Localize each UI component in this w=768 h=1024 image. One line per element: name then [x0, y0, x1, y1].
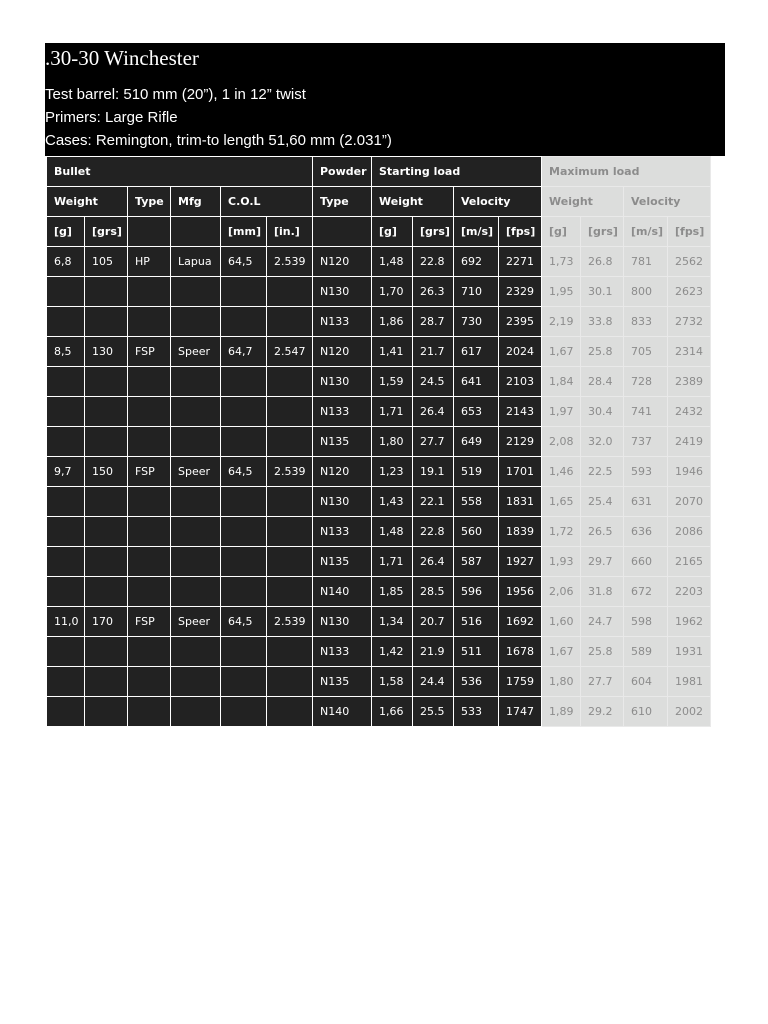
bullet-weight-grs-cell [85, 547, 128, 577]
max-velocity-fps-cell: 2389 [668, 367, 711, 397]
max-weight-g-cell: 1,97 [542, 397, 581, 427]
col-in-cell [267, 427, 313, 457]
max-weight-g-cell: 1,80 [542, 667, 581, 697]
table-row [47, 367, 711, 397]
start-velocity-fps-cell: 1692 [499, 607, 542, 637]
powder-type-header: Type [313, 187, 372, 217]
powder-type-cell: N135 [313, 547, 372, 577]
start-weight-g-cell: 1,42 [372, 637, 413, 667]
powder-type-cell: N135 [313, 667, 372, 697]
start-weight-grs-cell: 21.9 [413, 637, 454, 667]
start-velocity-fps-cell: 2024 [499, 337, 542, 367]
start-velocity-ms-cell: 730 [454, 307, 499, 337]
bullet-type-cell: FSP [128, 607, 171, 637]
bullet-type-cell [128, 667, 171, 697]
max-weight-g-cell: 1,93 [542, 547, 581, 577]
bullet-weight-grs-cell [85, 637, 128, 667]
bullet-type-cell: FSP [128, 457, 171, 487]
max-velocity-fps-cell: 2070 [668, 487, 711, 517]
start-velocity-ms-cell: 519 [454, 457, 499, 487]
max-velocity-ms-cell: 705 [624, 337, 668, 367]
max-velocity-header: Velocity [624, 187, 711, 217]
max-velocity-fps-cell: 2732 [668, 307, 711, 337]
page-title: .30-30 Winchester [45, 46, 199, 70]
max-weight-grs-cell: 26.5 [581, 517, 624, 547]
max-velocity-ms-cell: 589 [624, 637, 668, 667]
powder-type-cell: N130 [313, 487, 372, 517]
start-weight-grs-cell: 26.4 [413, 547, 454, 577]
max-velocity-ms-cell: 800 [624, 277, 668, 307]
start-velocity-fps-cell: 1839 [499, 517, 542, 547]
start-velocity-fps-cell: 1701 [499, 457, 542, 487]
unit-empty [128, 217, 171, 247]
bullet-type-cell [128, 427, 171, 457]
bullet-mfg-cell [171, 307, 221, 337]
bullet-mfg-cell [171, 697, 221, 727]
col-in-cell: 2.539 [267, 607, 313, 637]
start-weight-g-cell: 1,41 [372, 337, 413, 367]
max-weight-grs-cell: 31.8 [581, 577, 624, 607]
max-velocity-fps-cell: 2314 [668, 337, 711, 367]
col-in-cell [267, 397, 313, 427]
table-row [47, 547, 711, 577]
table-row [47, 247, 711, 277]
start-weight-grs-cell: 26.3 [413, 277, 454, 307]
start-velocity-header: Velocity [454, 187, 542, 217]
max-weight-g-cell: 1,67 [542, 637, 581, 667]
bullet-weight-g-cell [47, 307, 85, 337]
col-in-cell: 2.539 [267, 247, 313, 277]
start-velocity-fps-cell: 1759 [499, 667, 542, 697]
start-weight-g-cell: 1,80 [372, 427, 413, 457]
start-weight-grs-cell: 26.4 [413, 397, 454, 427]
group-header-row [47, 157, 711, 187]
bullet-type-cell [128, 307, 171, 337]
start-velocity-ms-cell: 649 [454, 427, 499, 457]
start-velocity-fps-cell: 1927 [499, 547, 542, 577]
max-weight-grs-cell: 22.5 [581, 457, 624, 487]
sub-header-row [47, 187, 711, 217]
unit-mm: [mm] [221, 217, 267, 247]
start-velocity-fps-cell: 1956 [499, 577, 542, 607]
max-velocity-ms-cell: 660 [624, 547, 668, 577]
start-weight-grs-cell: 22.8 [413, 517, 454, 547]
bullet-weight-g-cell [47, 697, 85, 727]
max-weight-grs-cell: 25.4 [581, 487, 624, 517]
start-velocity-fps-cell: 2103 [499, 367, 542, 397]
bullet-mfg-cell [171, 547, 221, 577]
start-weight-g-cell: 1,86 [372, 307, 413, 337]
max-weight-grs-cell: 32.0 [581, 427, 624, 457]
start-weight-g-cell: 1,58 [372, 667, 413, 697]
col-mm-cell: 64,7 [221, 337, 267, 367]
max-velocity-ms-cell: 741 [624, 397, 668, 427]
units-row [47, 217, 711, 247]
bullet-type-cell [128, 367, 171, 397]
bullet-weight-grs-cell [85, 427, 128, 457]
start-velocity-fps-cell: 2271 [499, 247, 542, 277]
powder-type-cell: N120 [313, 337, 372, 367]
unit-max-g: [g] [542, 217, 581, 247]
bullet-weight-g-cell [47, 277, 85, 307]
start-velocity-ms-cell: 560 [454, 517, 499, 547]
table-row [47, 577, 711, 607]
bullet-weight-grs-cell [85, 367, 128, 397]
starting-load-header: Starting load [372, 157, 542, 187]
bullet-weight-grs-cell: 170 [85, 607, 128, 637]
max-weight-g-cell: 1,95 [542, 277, 581, 307]
col-mm-cell: 64,5 [221, 247, 267, 277]
powder-type-cell: N135 [313, 427, 372, 457]
start-velocity-ms-cell: 536 [454, 667, 499, 697]
bullet-weight-g-cell: 8,5 [47, 337, 85, 367]
start-velocity-ms-cell: 516 [454, 607, 499, 637]
start-weight-grs-cell: 24.4 [413, 667, 454, 697]
unit-start-grs: [grs] [413, 217, 454, 247]
col-in-cell [267, 517, 313, 547]
powder-type-cell: N140 [313, 577, 372, 607]
col-mm-cell: 64,5 [221, 607, 267, 637]
bullet-type-cell [128, 577, 171, 607]
unit-start-ms: [m/s] [454, 217, 499, 247]
table-row [47, 667, 711, 697]
max-weight-grs-cell: 33.8 [581, 307, 624, 337]
bullet-mfg-cell [171, 577, 221, 607]
max-weight-g-cell: 1,89 [542, 697, 581, 727]
barrel-info: Test barrel: 510 mm (20”), 1 in 12” twist [45, 86, 306, 103]
max-weight-grs-cell: 30.4 [581, 397, 624, 427]
max-weight-grs-cell: 25.8 [581, 337, 624, 367]
max-velocity-ms-cell: 631 [624, 487, 668, 517]
start-weight-grs-cell: 20.7 [413, 607, 454, 637]
start-velocity-ms-cell: 710 [454, 277, 499, 307]
start-weight-grs-cell: 24.5 [413, 367, 454, 397]
max-velocity-fps-cell: 1981 [668, 667, 711, 697]
max-velocity-fps-cell: 2419 [668, 427, 711, 457]
start-weight-g-cell: 1,43 [372, 487, 413, 517]
start-velocity-ms-cell: 641 [454, 367, 499, 397]
col-in-cell [267, 487, 313, 517]
col-in-cell [267, 547, 313, 577]
start-weight-header: Weight [372, 187, 454, 217]
powder-type-cell: N133 [313, 397, 372, 427]
col-header: C.O.L [221, 187, 313, 217]
start-weight-g-cell: 1,59 [372, 367, 413, 397]
bullet-mfg-header: Mfg [171, 187, 221, 217]
max-weight-grs-cell: 28.4 [581, 367, 624, 397]
powder-type-cell: N140 [313, 697, 372, 727]
unit-max-fps: [fps] [668, 217, 711, 247]
table-row [47, 697, 711, 727]
powder-type-cell: N120 [313, 247, 372, 277]
bullet-weight-header: Weight [47, 187, 128, 217]
bullet-weight-g-cell [47, 547, 85, 577]
max-weight-grs-cell: 29.2 [581, 697, 624, 727]
table-row [47, 277, 711, 307]
bullet-type-cell [128, 487, 171, 517]
powder-type-cell: N133 [313, 637, 372, 667]
cases-info: Cases: Remington, trim-to length 51,60 mm (2.031”) [45, 132, 392, 149]
max-weight-g-cell: 1,65 [542, 487, 581, 517]
bullet-mfg-cell [171, 277, 221, 307]
max-velocity-fps-cell: 2002 [668, 697, 711, 727]
max-weight-grs-cell: 29.7 [581, 547, 624, 577]
max-velocity-ms-cell: 636 [624, 517, 668, 547]
bullet-mfg-cell [171, 517, 221, 547]
table-row [47, 517, 711, 547]
bullet-weight-grs-cell [85, 577, 128, 607]
col-mm-cell [221, 667, 267, 697]
start-velocity-fps-cell: 2129 [499, 427, 542, 457]
bullet-weight-grs-cell: 105 [85, 247, 128, 277]
load-data-table [46, 156, 711, 727]
bullet-mfg-cell [171, 667, 221, 697]
powder-type-cell: N120 [313, 457, 372, 487]
start-weight-g-cell: 1,48 [372, 517, 413, 547]
col-in-cell [267, 367, 313, 397]
bullet-weight-g-cell: 6,8 [47, 247, 85, 277]
start-velocity-ms-cell: 617 [454, 337, 499, 367]
col-mm-cell [221, 517, 267, 547]
bullet-type-cell: FSP [128, 337, 171, 367]
start-velocity-ms-cell: 533 [454, 697, 499, 727]
start-velocity-ms-cell: 511 [454, 637, 499, 667]
unit-start-fps: [fps] [499, 217, 542, 247]
start-velocity-fps-cell: 1678 [499, 637, 542, 667]
max-weight-g-cell: 1,46 [542, 457, 581, 487]
start-weight-grs-cell: 21.7 [413, 337, 454, 367]
unit-empty [171, 217, 221, 247]
start-weight-g-cell: 1,23 [372, 457, 413, 487]
col-in-cell [267, 277, 313, 307]
col-mm-cell [221, 547, 267, 577]
bullet-weight-grs-cell [85, 277, 128, 307]
col-mm-cell [221, 367, 267, 397]
max-weight-grs-cell: 25.8 [581, 637, 624, 667]
bullet-mfg-cell [171, 637, 221, 667]
col-mm-cell: 64,5 [221, 457, 267, 487]
bullet-mfg-cell: Speer [171, 337, 221, 367]
unit-max-grs: [grs] [581, 217, 624, 247]
max-velocity-fps-cell: 2432 [668, 397, 711, 427]
unit-empty [313, 217, 372, 247]
start-velocity-ms-cell: 558 [454, 487, 499, 517]
col-mm-cell [221, 487, 267, 517]
page-header [45, 43, 725, 156]
unit-g: [g] [47, 217, 85, 247]
bullet-weight-g-cell: 11,0 [47, 607, 85, 637]
bullet-weight-grs-cell [85, 697, 128, 727]
max-weight-g-cell: 1,67 [542, 337, 581, 367]
col-mm-cell [221, 397, 267, 427]
max-velocity-fps-cell: 2165 [668, 547, 711, 577]
bullet-weight-g-cell [47, 367, 85, 397]
col-mm-cell [221, 637, 267, 667]
table-row [47, 337, 711, 367]
max-velocity-fps-cell: 2203 [668, 577, 711, 607]
max-velocity-ms-cell: 610 [624, 697, 668, 727]
max-velocity-fps-cell: 2086 [668, 517, 711, 547]
bullet-mfg-cell: Lapua [171, 247, 221, 277]
start-weight-grs-cell: 28.7 [413, 307, 454, 337]
bullet-mfg-cell [171, 397, 221, 427]
max-velocity-fps-cell: 2623 [668, 277, 711, 307]
max-weight-header: Weight [542, 187, 624, 217]
max-weight-g-cell: 2,06 [542, 577, 581, 607]
start-velocity-fps-cell: 2395 [499, 307, 542, 337]
bullet-type-cell [128, 277, 171, 307]
col-in-cell: 2.539 [267, 457, 313, 487]
bullet-weight-g-cell [47, 667, 85, 697]
bullet-weight-grs-cell [85, 397, 128, 427]
bullet-weight-g-cell [47, 427, 85, 457]
max-velocity-ms-cell: 737 [624, 427, 668, 457]
max-weight-g-cell: 1,73 [542, 247, 581, 277]
max-weight-grs-cell: 26.8 [581, 247, 624, 277]
start-weight-grs-cell: 25.5 [413, 697, 454, 727]
max-velocity-fps-cell: 2562 [668, 247, 711, 277]
col-in-cell [267, 667, 313, 697]
start-velocity-ms-cell: 596 [454, 577, 499, 607]
bullet-weight-grs-cell: 150 [85, 457, 128, 487]
start-weight-grs-cell: 28.5 [413, 577, 454, 607]
start-weight-g-cell: 1,48 [372, 247, 413, 277]
max-velocity-ms-cell: 593 [624, 457, 668, 487]
max-weight-grs-cell: 24.7 [581, 607, 624, 637]
table-row [47, 487, 711, 517]
max-velocity-ms-cell: 728 [624, 367, 668, 397]
bullet-type-cell [128, 697, 171, 727]
col-mm-cell [221, 577, 267, 607]
unit-in: [in.] [267, 217, 313, 247]
bullet-weight-g-cell [47, 577, 85, 607]
col-in-cell [267, 577, 313, 607]
bullet-weight-grs-cell [85, 667, 128, 697]
bullet-weight-g-cell [47, 637, 85, 667]
col-in-cell [267, 697, 313, 727]
max-weight-g-cell: 2,08 [542, 427, 581, 457]
bullet-weight-g-cell [47, 517, 85, 547]
bullet-weight-grs-cell [85, 307, 128, 337]
start-velocity-fps-cell: 2329 [499, 277, 542, 307]
bullet-type-header: Type [128, 187, 171, 217]
start-velocity-fps-cell: 2143 [499, 397, 542, 427]
bullet-mfg-cell: Speer [171, 607, 221, 637]
start-weight-grs-cell: 27.7 [413, 427, 454, 457]
start-velocity-ms-cell: 692 [454, 247, 499, 277]
max-velocity-fps-cell: 1962 [668, 607, 711, 637]
max-velocity-ms-cell: 598 [624, 607, 668, 637]
powder-header: Powder [313, 157, 372, 187]
max-weight-g-cell: 2,19 [542, 307, 581, 337]
bullet-weight-grs-cell [85, 517, 128, 547]
max-velocity-fps-cell: 1946 [668, 457, 711, 487]
start-weight-grs-cell: 22.8 [413, 247, 454, 277]
table-row [47, 457, 711, 487]
start-weight-g-cell: 1,34 [372, 607, 413, 637]
table-row [47, 427, 711, 457]
bullet-weight-grs-cell [85, 487, 128, 517]
bullet-mfg-cell [171, 427, 221, 457]
start-velocity-fps-cell: 1747 [499, 697, 542, 727]
bullet-mfg-cell: Speer [171, 457, 221, 487]
max-weight-grs-cell: 30.1 [581, 277, 624, 307]
bullet-header: Bullet [47, 157, 313, 187]
powder-type-cell: N130 [313, 607, 372, 637]
col-in-cell [267, 637, 313, 667]
bullet-type-cell [128, 547, 171, 577]
max-weight-g-cell: 1,84 [542, 367, 581, 397]
max-velocity-ms-cell: 672 [624, 577, 668, 607]
bullet-type-cell [128, 397, 171, 427]
col-mm-cell [221, 307, 267, 337]
start-weight-grs-cell: 22.1 [413, 487, 454, 517]
powder-type-cell: N133 [313, 517, 372, 547]
maximum-load-header: Maximum load [542, 157, 711, 187]
col-mm-cell [221, 277, 267, 307]
start-velocity-ms-cell: 653 [454, 397, 499, 427]
start-weight-g-cell: 1,70 [372, 277, 413, 307]
start-velocity-fps-cell: 1831 [499, 487, 542, 517]
start-weight-grs-cell: 19.1 [413, 457, 454, 487]
powder-type-cell: N130 [313, 367, 372, 397]
primers-info: Primers: Large Rifle [45, 109, 178, 126]
max-weight-grs-cell: 27.7 [581, 667, 624, 697]
bullet-mfg-cell [171, 367, 221, 397]
start-weight-g-cell: 1,66 [372, 697, 413, 727]
max-velocity-fps-cell: 1931 [668, 637, 711, 667]
bullet-type-cell: HP [128, 247, 171, 277]
powder-type-cell: N130 [313, 277, 372, 307]
start-weight-g-cell: 1,71 [372, 397, 413, 427]
start-weight-g-cell: 1,85 [372, 577, 413, 607]
unit-start-g: [g] [372, 217, 413, 247]
bullet-mfg-cell [171, 487, 221, 517]
bullet-type-cell [128, 517, 171, 547]
max-weight-g-cell: 1,72 [542, 517, 581, 547]
max-velocity-ms-cell: 604 [624, 667, 668, 697]
unit-max-ms: [m/s] [624, 217, 668, 247]
start-weight-g-cell: 1,71 [372, 547, 413, 577]
bullet-type-cell [128, 637, 171, 667]
bullet-weight-grs-cell: 130 [85, 337, 128, 367]
max-velocity-ms-cell: 833 [624, 307, 668, 337]
bullet-weight-g-cell: 9,7 [47, 457, 85, 487]
table-row [47, 397, 711, 427]
col-mm-cell [221, 697, 267, 727]
col-in-cell: 2.547 [267, 337, 313, 367]
max-velocity-ms-cell: 781 [624, 247, 668, 277]
col-mm-cell [221, 427, 267, 457]
powder-type-cell: N133 [313, 307, 372, 337]
max-weight-g-cell: 1,60 [542, 607, 581, 637]
bullet-weight-g-cell [47, 397, 85, 427]
table-row [47, 307, 711, 337]
table-row [47, 637, 711, 667]
col-in-cell [267, 307, 313, 337]
start-velocity-ms-cell: 587 [454, 547, 499, 577]
unit-grs: [grs] [85, 217, 128, 247]
bullet-weight-g-cell [47, 487, 85, 517]
table-row [47, 607, 711, 637]
